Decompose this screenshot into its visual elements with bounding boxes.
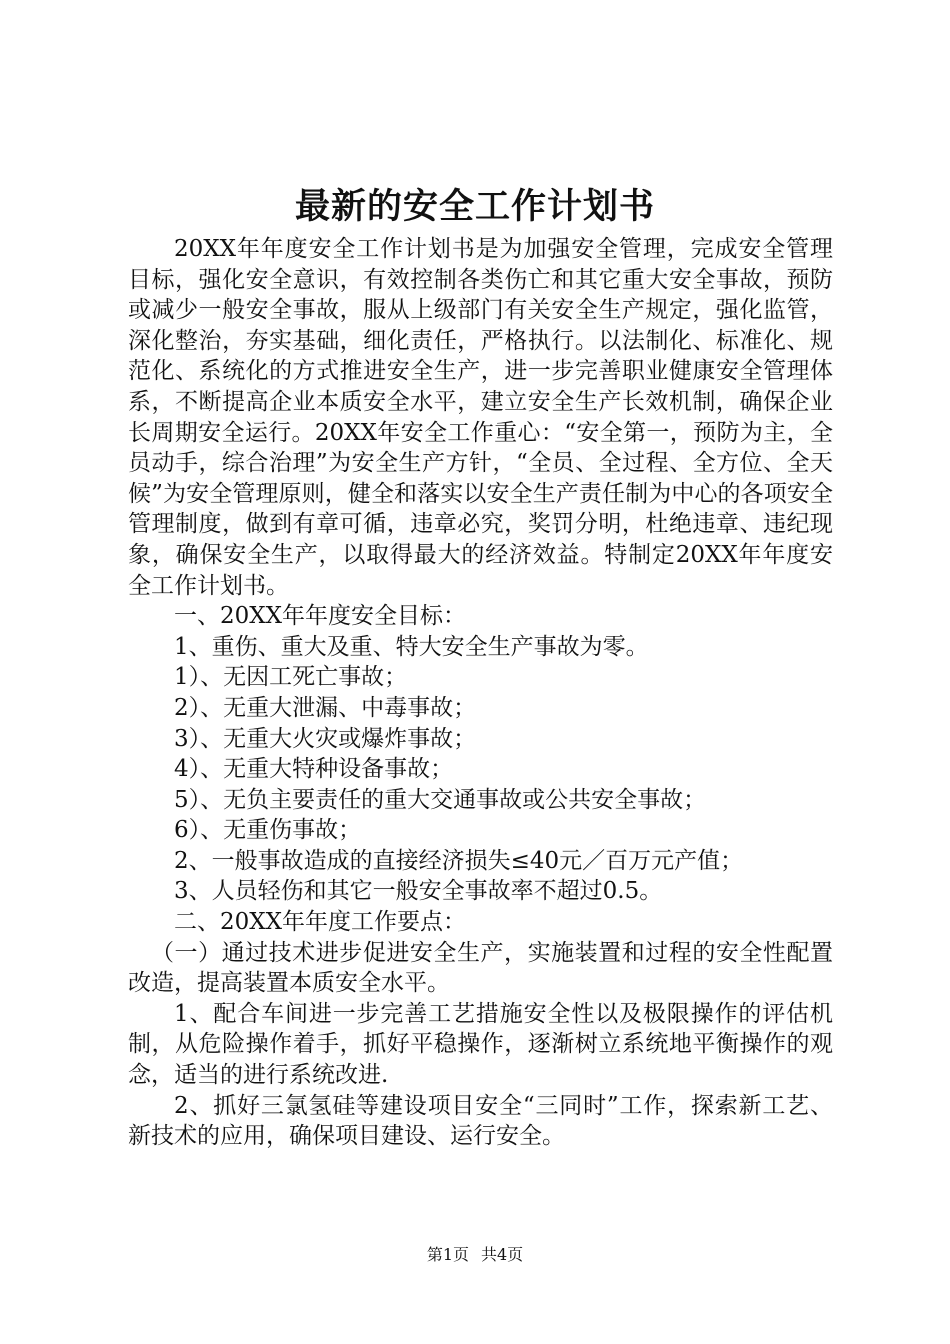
goal-item-2: 2、一般事故造成的直接经济损失≤40元／百万元产值； <box>174 847 744 874</box>
goal-subitem-5: 5）、无负主要责任的重大交通事故或公共安全事故； <box>174 786 707 813</box>
page-number: 第1页 <box>426 1245 469 1264</box>
document-body <box>128 234 833 1152</box>
section-heading-keypoints: 二、20XX年年度工作要点： <box>174 909 467 936</box>
page-total: 共4页 <box>481 1245 524 1264</box>
document-title: 最新的安全工作计划书 <box>294 187 655 227</box>
goal-item-1: 1、重伤、重大及重、特大安全生产事故为零。 <box>174 633 649 660</box>
page-footer <box>0 1244 950 1266</box>
goal-subitem-1: 1）、无因工死亡事故； <box>174 664 408 691</box>
intro-paragraph: 20XX年年度安全工作计划书是为加强安全管理，完成安全管理目标，强化安全意识，有效控制各类伤亡和其它重大安全事故，预防或减少一般安全事故，服从上级部门有关安全生产规定，强化监管，深化整治，夯实基础，细化责任，严格执行。以法制化、标准化、规范化、系统化的方式推进安全生产，进一步完善职业健康安全管理体系，不断提高企业本质安全水平，建立安全生产长效机制，确保企业长周期安全运行。20XX年安全工作重心：“安全第一，预防为主，全员动手，综合治理”为安全生产方针，“全员、全过程、全方位、全天候”为安全管理原则，健全和落实以安全生产责任制为中心的各项安全管理制度，做到有章可循，违章必究，奖罚分明，杜绝违章、违纪现象，确保安全生产，以取得最大的经济效益。特制定20XX年年度安全工作计划书。 <box>128 236 833 599</box>
keypoint-item-2: 2、抓好三氯氢硅等建设项目安全“三同时”工作，探索新工艺、新技术的应用，确保项目建设、运行安全。 <box>128 1092 833 1150</box>
keypoint-subsection-1: （一）通过技术进步促进安全生产，实施装置和过程的安全性配置改造，提高装置本质安全水平。 <box>128 939 833 997</box>
goal-item-3: 3、人员轻伤和其它一般安全事故率不超过0.5。 <box>174 878 663 905</box>
goal-subitem-2: 2）、无重大泄漏、中毒事故； <box>174 694 477 721</box>
goal-subitem-4: 4）、无重大特种设备事故； <box>174 756 454 783</box>
section-heading-goals: 一、20XX年年度安全目标： <box>174 603 467 630</box>
goal-subitem-3: 3）、无重大火灾或爆炸事故； <box>174 725 477 752</box>
goal-subitem-6: 6）、无重伤事故； <box>174 817 362 844</box>
keypoint-item-1: 1、配合车间进一步完善工艺措施安全性以及极限操作的评估机制，从危险操作着手，抓好平稳操作，逐渐树立系统地平衡操作的观念，适当的进行系统改进. <box>128 1000 833 1089</box>
